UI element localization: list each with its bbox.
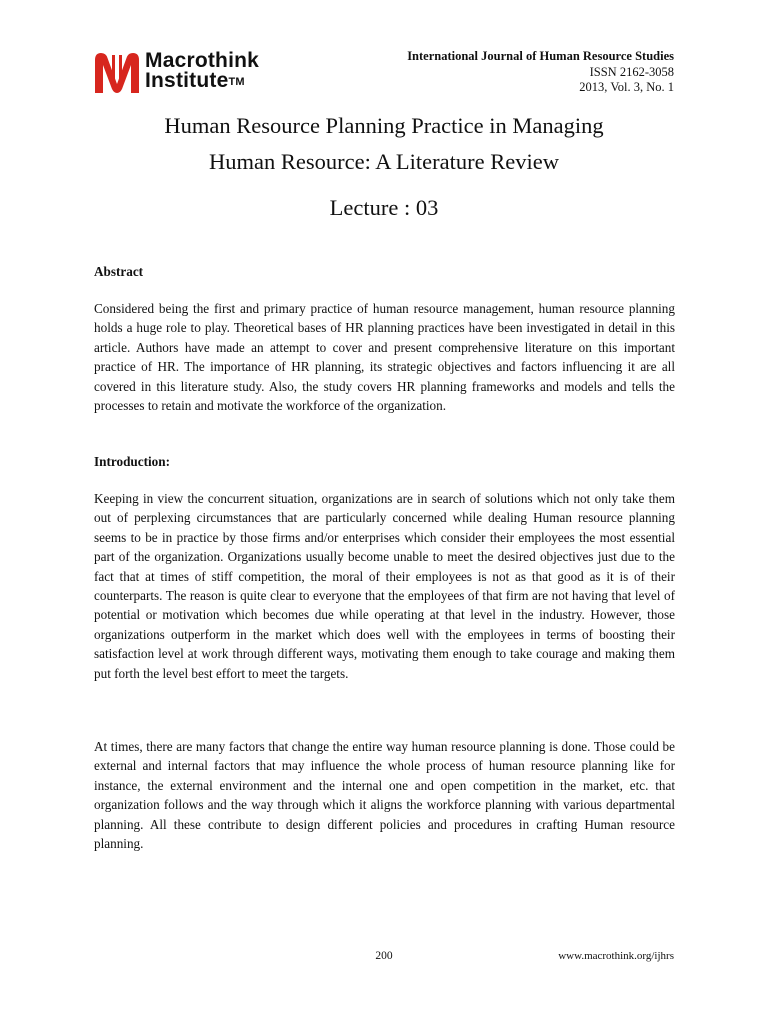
journal-issn: ISSN 2162-3058 [589,64,674,79]
journal-info [407,49,674,96]
page-number: 200 [375,950,393,962]
logo-line-1: Macrothink [145,49,260,72]
abstract-heading: Abstract [94,264,144,279]
paper-title-line-1: Human Resource Planning Practice in Managing [164,113,604,138]
paper-title-line-2: Human Resource: A Literature Review [209,149,559,174]
trademark-symbol: TM [228,76,245,88]
journal-name: International Journal of Human Resource Studies [407,49,674,63]
lecture-label: Lecture : 03 [329,195,439,220]
logo-wordmark [145,51,259,91]
paper-title [0,108,768,180]
introduction-heading: Introduction: [94,454,170,469]
publisher-logo [94,50,294,98]
logo-line-2: Institute™ [145,69,245,92]
introduction-paragraph-2: At times, there are many factors that change the entire way human resource planning is done. Those could be external and internal factors that may influence the whole process of human resource planning like for instance, the external environment and the internal one and open competition in the market, etc. that organization follows and the way through which it aligns the workforce planning with various departmental planning. All these contribute to design different policies and procedures in crafting Human resource planning. [94,739,675,852]
macrothink-logo-mark-icon [94,52,140,94]
abstract-text: Considered being the first and primary practice of human resource management, human resource planning holds a huge role to play. Theoretical bases of HR planning practices have been investigated in detail in this article. Authors have made an attempt to cover and present comprehensive literature on this important practice of HR. The importance of HR planning, its strategic objectives and factors influencing it are all covered in this literature study. Also, the study covers HR planning frameworks and models and tells the processes to retain and motivate the workforce of the organization. [94,301,675,414]
journal-volume: 2013, Vol. 3, No. 1 [579,80,674,94]
journal-url: www.macrothink.org/ijhrs [558,950,674,962]
introduction-paragraph-1: Keeping in view the concurrent situation, organizations are in search of solutions which not only take them out of perplexing circumstances that are particularly concerned while dealing Human resource planning seems to be in practice by those firms and/or enterprises which consider their employees the most essential part of the organization. Organizations usually become unable to meet the desired objectives just due to the fact that at times of stiff competition, the moral of their employees is not as that good as it is of their counterparts. The reason is quite clear to everyone that the employees of that firm are not having that level of potential or motivation which becomes due while operating at that level in the industry. However, those organizations outperform in the market which does well with the employees in terms of boosting their satisfaction level at work through different ways, motivating them enough to take courage and making them put forth the level best effort to meet the targets. [94,491,675,681]
